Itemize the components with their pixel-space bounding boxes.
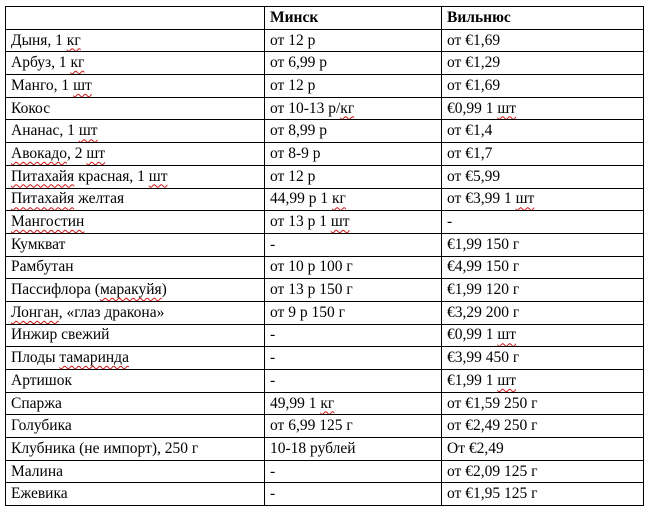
cell-vilnius-price: €3,99 450 г <box>442 347 644 370</box>
spellcheck-squiggle: кг <box>332 190 346 208</box>
cell-vilnius-price: от €5,99 <box>442 165 644 188</box>
table-body <box>6 29 644 505</box>
cell-vilnius-price: от €1,7 <box>442 143 644 166</box>
cell-item: Рамбутан <box>6 256 265 279</box>
table-row <box>6 279 644 302</box>
cell-minsk-price: - <box>265 233 442 256</box>
spellcheck-squiggle: шт <box>497 99 517 117</box>
cell-item: Спаржа <box>6 392 265 415</box>
cell-vilnius-price: от €1,69 <box>442 75 644 98</box>
spellcheck-squiggle: шт <box>73 76 92 94</box>
cell-minsk-price: - <box>265 347 442 370</box>
price-comparison-table <box>5 6 644 506</box>
price-comparison-table-frame <box>5 6 644 506</box>
spellcheck-squiggle: шт <box>497 326 517 344</box>
cell-item: Дыня, 1 кг <box>6 29 265 52</box>
spellcheck-squiggle: кг <box>320 394 335 412</box>
cell-item: Кумкват <box>6 233 265 256</box>
spellcheck-squiggle: Питахайя <box>11 167 75 185</box>
table-header-row <box>6 7 644 30</box>
table-row <box>6 165 644 188</box>
table-row <box>6 256 644 279</box>
cell-minsk-price: от 6,99 р <box>265 52 442 75</box>
cell-item: Питахайя красная, 1 шт <box>6 165 265 188</box>
cell-item: Клубника (не импорт), 250 г <box>6 438 265 461</box>
table-row <box>6 52 644 75</box>
cell-minsk-price: от 13 р 1 шт <box>265 211 442 234</box>
cell-item: Авокадо, 2 шт <box>6 143 265 166</box>
table-row <box>6 233 644 256</box>
cell-vilnius-price: от €2,49 250 г <box>442 415 644 438</box>
cell-minsk-price: от 9 р 150 г <box>265 301 442 324</box>
cell-item: Инжир свежий <box>6 324 265 347</box>
spellcheck-squiggle: Мангостин <box>11 213 85 231</box>
cell-minsk-price: от 12 р <box>265 165 442 188</box>
spellcheck-squiggle: кг <box>340 99 355 117</box>
cell-vilnius-price: €1,99 150 г <box>442 233 644 256</box>
cell-vilnius-price: €0,99 1 шт <box>442 97 644 120</box>
header-cell-minsk: Минск <box>265 7 442 30</box>
cell-vilnius-price: от €1,4 <box>442 120 644 143</box>
cell-minsk-price: - <box>265 460 442 483</box>
table-row <box>6 211 644 234</box>
cell-minsk-price: от 10-13 р/кг <box>265 97 442 120</box>
cell-minsk-price: от 10 р 100 г <box>265 256 442 279</box>
cell-item: Пассифлора (маракуйя) <box>6 279 265 302</box>
cell-vilnius-price: от €1,59 250 г <box>442 392 644 415</box>
cell-vilnius-price: €1,99 1 шт <box>442 370 644 393</box>
cell-vilnius-price: €0,99 1 шт <box>442 324 644 347</box>
cell-vilnius-price: от €1,95 125 г <box>442 483 644 506</box>
cell-item: Манго, 1 шт <box>6 75 265 98</box>
cell-item: Питахайя желтая <box>6 188 265 211</box>
cell-item <box>6 211 265 234</box>
spellcheck-squiggle: шт <box>148 167 168 185</box>
cell-minsk-price: - <box>265 370 442 393</box>
table-row <box>6 143 644 166</box>
cell-vilnius-price: От €2,49 <box>442 438 644 461</box>
table-row <box>6 415 644 438</box>
spellcheck-squiggle: шт <box>497 371 517 389</box>
spellcheck-squiggle: шт <box>78 122 98 140</box>
cell-minsk-price: от 8,99 р <box>265 120 442 143</box>
cell-item: Малина <box>6 460 265 483</box>
table-row <box>6 392 644 415</box>
spellcheck-squiggle: тамаринда <box>59 349 129 367</box>
cell-vilnius-price: от €2,09 125 г <box>442 460 644 483</box>
cell-item: Плоды тамаринда <box>6 347 265 370</box>
cell-minsk-price: от 12 р <box>265 29 442 52</box>
table-row <box>6 97 644 120</box>
cell-minsk-price: от 6,99 125 г <box>265 415 442 438</box>
cell-vilnius-price: - <box>442 211 644 234</box>
table-row <box>6 188 644 211</box>
spellcheck-squiggle: кг <box>66 31 81 49</box>
cell-vilnius-price: €1,99 120 г <box>442 279 644 302</box>
cell-minsk-price: от 8-9 р <box>265 143 442 166</box>
spellcheck-squiggle: Авокадо <box>11 144 67 162</box>
spellcheck-squiggle: Питахайя <box>11 190 75 208</box>
spellcheck-squiggle: шт <box>86 144 106 162</box>
table-row <box>6 29 644 52</box>
cell-minsk-price: от 13 р 150 г <box>265 279 442 302</box>
cell-vilnius-price: €4,99 150 г <box>442 256 644 279</box>
cell-minsk-price: 10-18 рублей <box>265 438 442 461</box>
cell-minsk-price: от 12 р <box>265 75 442 98</box>
cell-item: Арбуз, 1 кг <box>6 52 265 75</box>
cell-vilnius-price: от €1,69 <box>442 29 644 52</box>
cell-vilnius-price: от €1,29 <box>442 52 644 75</box>
spellcheck-squiggle: шт <box>330 213 350 231</box>
table-row <box>6 460 644 483</box>
table-row <box>6 120 644 143</box>
table-row <box>6 347 644 370</box>
cell-item: Кокос <box>6 97 265 120</box>
cell-minsk-price: - <box>265 324 442 347</box>
table-row <box>6 370 644 393</box>
table-row <box>6 483 644 506</box>
cell-minsk-price: 44,99 р 1 кг <box>265 188 442 211</box>
spellcheck-squiggle: Лонган <box>11 303 59 321</box>
table-row <box>6 324 644 347</box>
cell-vilnius-price: €3,29 200 г <box>442 301 644 324</box>
spellcheck-squiggle: шт <box>515 190 535 208</box>
cell-item: Ежевика <box>6 483 265 506</box>
header-cell-vilnius: Вильнюс <box>442 7 644 30</box>
cell-vilnius-price: от €3,99 1 шт <box>442 188 644 211</box>
cell-minsk-price: - <box>265 483 442 506</box>
cell-item: Лонган, «глаз дракона» <box>6 301 265 324</box>
cell-minsk-price: 49,99 1 кг <box>265 392 442 415</box>
table-row <box>6 438 644 461</box>
spellcheck-squiggle: маракуйя <box>99 281 162 299</box>
header-cell-item <box>6 7 265 30</box>
cell-item: Голубика <box>6 415 265 438</box>
cell-item: Артишок <box>6 370 265 393</box>
spellcheck-squiggle: кг <box>70 54 85 72</box>
cell-item: Ананас, 1 шт <box>6 120 265 143</box>
table-row <box>6 301 644 324</box>
table-row <box>6 75 644 98</box>
